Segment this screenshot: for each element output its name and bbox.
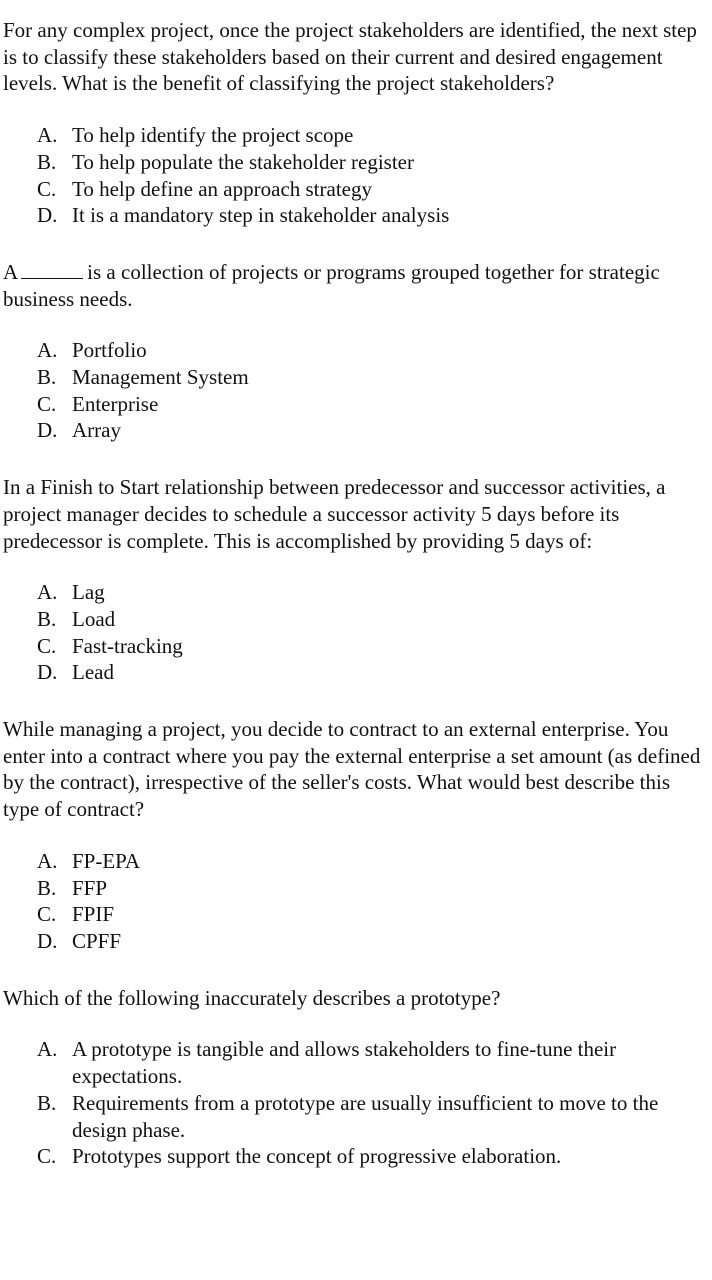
question-5 (3, 985, 712, 1170)
option-letter: A. (37, 123, 58, 148)
option-text: Load (72, 606, 116, 631)
option-text: FPIF (72, 902, 115, 927)
option-letter: B. (37, 1090, 57, 1115)
question-text: For any complex project, once the project stakeholders are identified, the next step is to classify these stakeholders based on their current and desired engagement levels. What is the benefit of classifying the project stakeholders? (3, 18, 697, 96)
option-letter: C. (37, 1144, 57, 1169)
option-list (3, 1036, 712, 1170)
option-letter: A. (37, 1037, 58, 1062)
option-list (3, 122, 712, 229)
option-letter: D. (37, 660, 58, 685)
option-item (37, 579, 712, 606)
option-letter: C. (37, 633, 57, 658)
option-item (37, 659, 712, 686)
option-item (37, 901, 712, 928)
question-text (3, 259, 712, 312)
option-list (3, 579, 712, 686)
option-item (37, 848, 712, 875)
option-letter: C. (37, 391, 57, 416)
option-text: It is a mandatory step in stakeholder analysis (72, 203, 450, 228)
option-item (37, 364, 712, 391)
option-item (37, 1143, 712, 1170)
option-item (37, 176, 712, 203)
option-item (37, 633, 712, 660)
fill-in-blank (21, 264, 83, 279)
option-text: CPFF (72, 928, 122, 953)
option-text: Management System (72, 365, 249, 390)
option-text: To help define an approach strategy (72, 176, 372, 201)
option-text: Portfolio (72, 338, 147, 363)
option-letter: B. (37, 875, 57, 900)
option-letter: D. (37, 418, 58, 443)
option-list (3, 337, 712, 444)
option-item (37, 202, 712, 229)
option-text: A prototype is tangible and allows stakeholders to fine-tune their expectations. (72, 1037, 617, 1089)
option-text: Fast-tracking (72, 633, 183, 658)
option-item (37, 122, 712, 149)
option-text: To help identify the project scope (72, 123, 354, 148)
option-item (37, 1090, 712, 1143)
question-text-before: A (3, 259, 19, 284)
option-letter: A. (37, 580, 58, 605)
option-letter: B. (37, 365, 57, 390)
option-letter: B. (37, 149, 57, 174)
option-item (37, 417, 712, 444)
question-text-after: is a collection of projects or programs grouped together for strategic business needs. (3, 259, 660, 311)
question-2 (3, 259, 712, 444)
question-text: While managing a project, you decide to contract to an external enterprise. You enter into a contract where you pay the external enterprise a set amount (as defined by the contract), irrespective of the seller's costs. What would best describe this type of contract? (3, 717, 701, 822)
option-item (37, 149, 712, 176)
option-item (37, 1036, 712, 1089)
option-item (37, 928, 712, 955)
option-text: Lag (72, 580, 105, 605)
question-3 (3, 474, 712, 686)
option-item (37, 606, 712, 633)
option-text: Enterprise (72, 391, 159, 416)
option-item (37, 337, 712, 364)
option-text: To help populate the stakeholder register (72, 149, 414, 174)
option-letter: D. (37, 928, 58, 953)
option-text: Lead (72, 660, 114, 685)
option-text: Prototypes support the concept of progressive elaboration. (72, 1144, 562, 1169)
option-text: Array (72, 418, 121, 443)
option-letter: C. (37, 902, 57, 927)
question-text: In a Finish to Start relationship between predecessor and successor activities, a project manager decides to schedule a successor activity 5 days before its predecessor is complete. This is accomplished by providing 5 days of: (3, 475, 666, 553)
option-letter: C. (37, 176, 57, 201)
option-letter: A. (37, 848, 58, 873)
question-1 (3, 17, 712, 229)
option-list (3, 848, 712, 955)
option-text: FFP (72, 875, 108, 900)
option-text: FP-EPA (72, 848, 141, 873)
option-letter: A. (37, 338, 58, 363)
option-letter: B. (37, 606, 57, 631)
option-text: Requirements from a prototype are usually insufficient to move to the design phase. (72, 1090, 659, 1142)
question-4 (3, 716, 712, 955)
option-item (37, 875, 712, 902)
question-text: Which of the following inaccurately describes a prototype? (3, 985, 501, 1010)
option-letter: D. (37, 203, 58, 228)
option-item (37, 391, 712, 418)
